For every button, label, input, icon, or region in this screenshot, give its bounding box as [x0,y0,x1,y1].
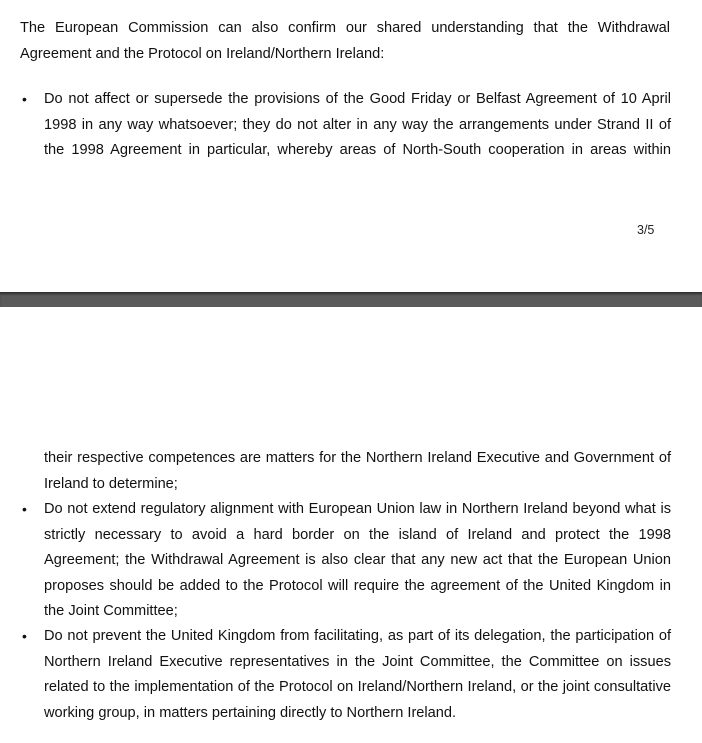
bullet-icon: • [22,628,27,644]
bullet-icon: • [22,501,27,517]
intro-paragraph: The European Commission can also confirm our shared understanding that the Withdrawal Agreement and the Protocol on Ireland/Northern Ireland: [20,20,670,62]
page-number: 3/5 [637,223,655,237]
document-page-3 [0,0,702,292]
list-item [20,624,671,726]
list-item [20,497,671,625]
page-separator [0,292,702,307]
bullet-text: Do not prevent the United Kingdom from facilitating, as part of its delegation, the participation of Northern Ireland Executive representatives in the Joint Committee, the Committee on issues related to the implementation of the Protocol on Ireland/Northern Ireland, or the joint consultative working group, in matters pertaining directly to Northern Ireland. [44,628,671,721]
bullet-icon: • [22,91,27,107]
document-page-4 [0,307,702,743]
list-item [20,87,671,164]
bullet-continuation-text: their respective competences are matters for the Northern Ireland Executive and Government of Ireland to determine; [44,450,671,492]
bullet-text: Do not extend regulatory alignment with European Union law in Northern Ireland beyond what is strictly necessary to avoid a hard border on the island of Ireland and protect the 1998 Agreement; the Withdrawal Agreement is also clear that any new act that the European Union proposes should be added to the Protocol will require the agreement of the United Kingdom in the Joint Committee; [44,501,671,619]
bullet-text: Do not affect or supersede the provisions of the Good Friday or Belfast Agreement of 10 April 1998 in any way whatsoever; they do not alter in any way the arrangements under Strand II of the 1998 Agreement in particular, whereby areas of North-South cooperation in areas within [44,91,671,158]
